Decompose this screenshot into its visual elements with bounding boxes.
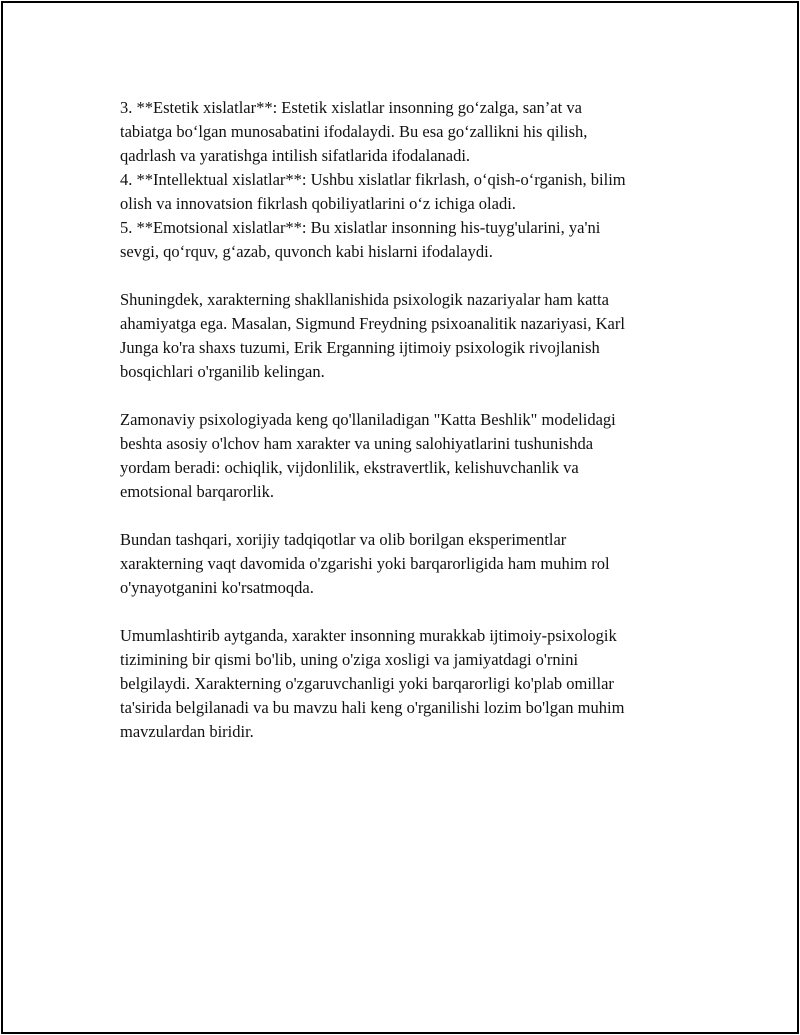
text-line: emotsional barqarorlik. [120,482,274,501]
text-line: 5. **Emotsional xislatlar**: Bu xislatlar insonning his-tuyg'ularini, ya'ni [120,218,601,237]
text-line: xarakterning vaqt davomida o'zgarishi yoki barqarorligida ham muhim rol [120,554,610,573]
paragraph-gap [120,504,695,528]
text-line: Zamonaviy psixologiyada keng qo'llaniladigan "Katta Beshlik" modelidagi [120,410,616,429]
text-line: beshta asosiy o'lchov ham xarakter va uning salohiyatlarini tushunishda [120,434,594,453]
text-line: 4. **Intellektual xislatlar**: Ushbu xislatlar fikrlash, o‘qish-o‘rganish, bilim [120,170,626,189]
text-line: qadrlash va yaratishga intilish sifatlarida ifodalanadi. [120,146,471,165]
paragraph-katta-beshlik [120,408,695,504]
text-line: Bundan tashqari, xorijiy tadqiqotlar va olib borilgan eksperimentlar [120,530,567,549]
text-line: Shuningdek, xarakterning shakllanishida psixologik nazariyalar ham katta [120,290,609,309]
paragraph-gap [120,264,695,288]
page-frame [1,1,799,1034]
text-line: Umumlashtirib aytganda, xarakter insonning murakkab ijtimoiy-psixologik [120,626,617,645]
text-line: tizimining bir qismi bo'lib, uning o'ziga xosligi va jamiyatdagi o'rnini [120,650,579,669]
list-item-estetik [120,96,695,168]
text-line: 3. **Estetik xislatlar**: Estetik xislatlar insonning go‘zalga, san’at va [120,98,582,117]
text-line: bosqichlari o'rganilib kelingan. [120,362,325,381]
list-item-emotsional [120,216,695,264]
paragraph-psixologik-nazariyalar [120,288,695,384]
paragraph-umumlashtirib [120,624,695,744]
list-item-intellektual [120,168,695,216]
document-body [120,96,695,744]
paragraph-gap [120,600,695,624]
text-line: Junga ko'ra shaxs tuzumi, Erik Erganning ijtimoiy psixologik rivojlanish [120,338,600,357]
paragraph-tadqiqotlar [120,528,695,600]
text-line: belgilaydi. Xarakterning o'zgaruvchanligi yoki barqarorligi ko'plab omillar [120,674,614,693]
text-line: mavzulardan biridir. [120,722,254,741]
text-line: ta'sirida belgilanadi va bu mavzu hali keng o'rganilishi lozim bo'lgan muhim [120,698,625,717]
paragraph-gap [120,384,695,408]
text-line: yordam beradi: ochiqlik, vijdonlilik, ekstravertlik, kelishuvchanlik va [120,458,579,477]
text-line: o'ynayotganini ko'rsatmoqda. [120,578,314,597]
text-line: sevgi, qo‘rquv, g‘azab, quvonch kabi hislarni ifodalaydi. [120,242,493,261]
text-line: tabiatga bo‘lgan munosabatini ifodalaydi. Bu esa go‘zallikni his qilish, [120,122,588,141]
text-line: ahamiyatga ega. Masalan, Sigmund Freydning psixoanalitik nazariyasi, Karl [120,314,625,333]
text-line: olish va innovatsion fikrlash qobiliyatlarini o‘z ichiga oladi. [120,194,516,213]
